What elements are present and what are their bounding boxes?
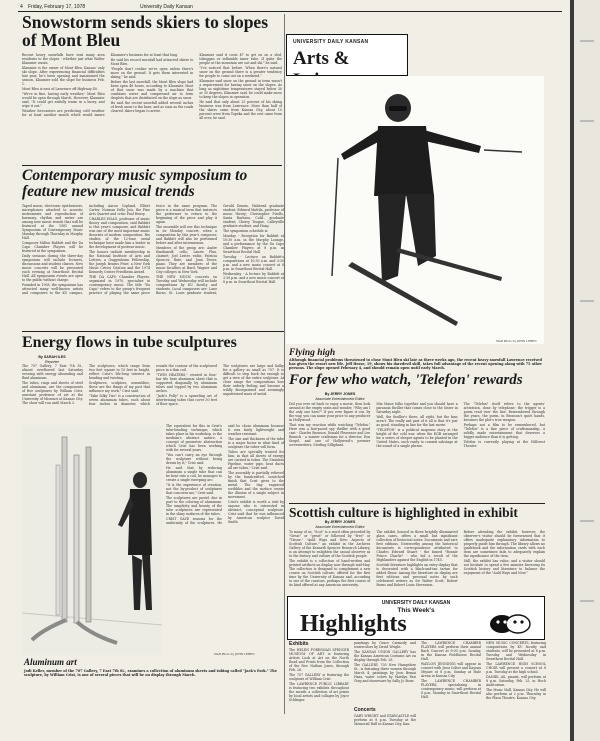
highlights-masthead <box>287 596 545 640</box>
body-paragraph: To many of us, "Scot" is a word often preceded by "Great" or "great" or followed by "free" or "Tissue." "Auld Ways and New: Aspects of Scottish Culture," an exhibit in the Archives Gallery of the Kenneth Spencer Research Library, is an attempt to enlighten the casual observer as to the history and culture of the Scottish people. <box>289 530 371 558</box>
body-paragraph: paintings by Grace Carmody and watercolors by David Wright. <box>354 641 416 649</box>
body-paragraph: "Take Silky Two" is a construction of seven aluminum tubes, each about four inches in diameter, which rounds the contour of the sculptured piece in a thin coil. <box>89 364 217 406</box>
body-paragraph: The LAWRENCE PUBLIC LIBRARY is featuring two exhibits throughout the month: a collection of art prints by local artists and collages by Joyce Schlinger. <box>289 682 349 702</box>
snow-headline: Snowstorm sends skiers to slopes of Mont Bleu <box>22 12 268 50</box>
body-paragraph: The assembly is partially relieved by the handcrafted, scratched finish that Crist gives to the metal. The tiny engraved scribbles and the surface create the illusion of a single subject in movement. <box>228 471 284 499</box>
energy-headline: Energy flows in tube sculptures <box>22 334 237 351</box>
body-paragraph: Tuesday - Lecture on Babbitt's compositions at 10:30 a.m. and 3:30 p.m. and a new music concert at 8 p.m. in Swarthout Recital Hall. <box>223 255 284 271</box>
body-paragraph: The 707 Gallery, 7 East 7th St., almost overflowed last Saturday evening with energy abounding and fluid aluminum. <box>22 364 83 380</box>
highlights-middle <box>354 641 416 706</box>
body-paragraph: THE DA CAPO Chamber Players, organized in 1970, specialize in contemporary music. The title "Da Capo" refers to the group's frequent practice of playing the same piece twice in the same program. The piece is a musical term that instructs the performer to return to the beginning of the piece and play it again. <box>89 204 217 295</box>
body-paragraph: Scottish literature highlights an entry display that is decorated with a black-and-tan tartan for added flavor. Among the literature on display are first editions and personal notes by such celebrated writers as Sir Walter Scott, Robert Burns and Robert Louis Stevenson. <box>376 563 458 587</box>
body-paragraph: Composer Milton Babbitt and the Da Capo Chamber Players will be featured at the symposium. <box>22 241 83 253</box>
body-paragraph: WAYLON JENNINGS will appear in concert with Jessi Colter and Kayona Miyaze at 8 p.m. Sunday at Hale Arena in Kansas City. <box>421 662 481 678</box>
page-date: Friday, February 17, 1978 <box>28 4 86 10</box>
body-paragraph: Before attending the exhibit, however, the observer's visitor should be forewarned that it offers inadequate explanatory information to properly guide him through. The library allows no guidebook and the information cards with each item are sometimes fails to adequately explain the significance of the item. <box>463 530 545 558</box>
body-paragraph: The sculptures, which range from two feet square to 10 feet in height, reflect Crist's life-long interest in bending and twisting. <box>89 364 150 380</box>
body-paragraph: The LAWRENCE HIGH SCHOOL CHOIR will present a concert at 8 p.m. Tuesday at the high school. <box>486 662 546 674</box>
body-paragraph: Did you ever sit back to enjoy a movie, then look around at the empty seats and wonder, "Why am I the only one here?" If you ever figure it out, by the way, you can name your price to any producer in Hollywood. <box>289 402 371 422</box>
body-paragraph: The "Telefon" itself refers to the agents' activation, done by telephone; the trigger is a poem read over the line. Remembered through the years, the poem, in Bronson's quiet hands, becomes the plot's true weapon. <box>463 402 545 422</box>
body-paragraph: The exhibit, housed in three brightly illuminated glass cases, offers a small but significant collection of historical notes. Documents and rare first editions. Noteworthy among the historical documents is correspondence attributed to Charles Edward Stuart - the famed "Bonnie Prince Charlie" - who led a revolt of the Highlanders against the English in 1745. <box>376 530 458 562</box>
body-paragraph: Mia Maise folks together and you should have a paranoia thriller that comes close to the Sister in Saturday night. <box>376 402 458 414</box>
body-paragraph: The ensemble will use this technique in its Monday concert, when a composition by this year's composer, and Babbitt will also be performed before and after intermission. <box>156 225 217 245</box>
energy-body <box>22 364 284 424</box>
body-paragraph: The KANSAS UNION GALLERY has the Kansas American Costume Art on display through Feb. 28. <box>354 650 416 662</box>
scottish-byline: By JERRY JONES <box>324 520 356 524</box>
body-paragraph: Sculptures, sculptors, assemblies; these are the things of my past that influence my work," Crist said. <box>89 381 150 393</box>
page-number: 4 <box>20 4 23 10</box>
body-paragraph: The 707 GALLERY is featuring the sculpture of William Crist. <box>289 673 349 681</box>
paper-name: University Daily Kansan <box>140 4 193 10</box>
body-paragraph: Telefon is currently playing at the Hillcrest Theater. <box>463 440 545 448</box>
body-paragraph: Founded in 1958, the symposium has attracted many well-known artists and composers to the KU campus, including Aaron Copland, Elliott Carter, Norman Dello Joio, the Fine Arts Quartet and critic Paul Henry. <box>22 204 150 295</box>
column-rule <box>284 14 285 714</box>
body-paragraph: The tubes, rings and sheets of steel and aluminum, are the components of five sculptures by William Crist, assistant professor of art at the University of Missouri at Kansas City. The show will run until March 3. <box>22 381 83 405</box>
body-paragraph: "People don't realize we're open unless there's snow on the ground. It gets them interested in skiing," he said. <box>110 67 194 79</box>
body-paragraph: He said that by reducing aluminum a single tube that can be bent into a coil, he manages to create a single sweeping arc. <box>166 466 222 482</box>
body-paragraph: Members of the group are: Andre Emelianoff, cello; Laurie Flax, clarinet; Joel Lester, violin; Patricia Spencer, flute; and Joan Tower, piano. They are members of the music faculties at Bard, Wagner and City colleges in New York. <box>156 246 217 274</box>
telefon-headline: For few who watch, 'Telefon' rewards <box>289 372 523 388</box>
body-paragraph: Before the last snowfall, the Mont Bleu slope had been open 48 hours, according to Klaumier. Most of that snow was made by a machine that combines water and compressed air to form droplets that are distributed on the slope as snow. <box>110 80 194 100</box>
flying-caption: Although financial problems threatened to close Mont Bleu ski late as three weeks ago, the recent heavy snowfall Lawrence received has given the resort new life. Jeff Hesse, 19, shows his daredevil skill, takes full advantage of the recent opening along with 75 other persons. The slope opened February 4, and should remain open until early March. <box>289 358 542 371</box>
body-paragraph: "You can't carry an eye through the sculpture without being drawn by it," Crist said. <box>166 453 222 465</box>
body-paragraph: Weather forecasters are predicting cold weather for at least another month which would insure Klaumier's business for at least that long. <box>22 53 179 117</box>
body-paragraph: The symposium schedule is: <box>223 229 269 233</box>
body-paragraph: Still, the exhibit has value, and a visitor should not hesitate to spend a few minutes browsing its Scottish history and literature to balance the enjoyment of the "Auld Ways and New." <box>463 559 545 575</box>
section-rule <box>22 165 282 166</box>
body-paragraph: The Music Hall, Kansas City. He will also perform at 2 p.m. Thursday in the Plaza Theatre, Kansas City. <box>486 688 546 700</box>
body-paragraph: Klaumier is the owner of Mont Bleu, Kansas' only ski slope. After experiencing financial difficulties last year, he's been opening and maintained the season, Klaumier sold the slope for business Feb. 1. <box>22 66 105 86</box>
theater-masks-icon <box>484 613 536 635</box>
adjacent-page-edge <box>574 0 600 741</box>
exhibits-heading: Exhibits <box>289 641 309 647</box>
body-paragraph: The GALLERY, 705 New Hampshire St., is featuring three women through March 4; paintings by Jeon Bemai Haas, water colors by Marilyn Fair Gieg and stoneware by Sally Jo Bone. <box>354 663 416 683</box>
body-paragraph: The exhibit is a collection of hand-written and printed artifacts on display now through mid-May. The collection is designed to complement a new course on Scottish culture, offered for the first time by the University of Kansas and, according to one of the curators, perhaps the first course of its kind offered at any American university. <box>289 559 371 587</box>
body-paragraph: GARY WRIGHT and STARCASTLE will perform at 8 p.m. Tuesday at the Memorial Hall in Kansas City, Kan. <box>354 714 416 726</box>
aluminum-caption-head: Aluminum art <box>24 657 77 667</box>
body-paragraph: "Jack's Folly" is a sprawling art of intertwining tubes that cover 30 feet of floor space. <box>156 394 217 406</box>
body-paragraph: Mont Bleu is east of Lawrence off Highway 40. <box>22 87 98 91</box>
body-paragraph: Klaumier said snow on the ground in town wasn't a requirement for having snow on the slopes. As long as nighttime temperatures stayed below 30 or 35 degrees, Klaumier said, he could make snow to keep the slopes in operation. <box>199 79 282 99</box>
section-rule <box>289 503 545 504</box>
scottish-byline-role: Associate Entertainment Editor <box>315 525 365 529</box>
highlights-concerts <box>354 714 416 734</box>
snow-body <box>22 53 282 165</box>
telefon-byline-role: Associate Entertainment Editor <box>315 397 365 401</box>
energy-body-continued <box>166 424 284 656</box>
body-paragraph: Crist's exhibit is worth a visit by anyone who is interested in abstract, conceptual sculpture. Crist said that he was influenced by American sculptor David Smith. <box>228 500 284 524</box>
body-paragraph: "We're in fine, having early weather," Mont Bleu would be open through March. However, Klaumier said, "It could get awfully warm in a hurry, and wipe it out." <box>22 92 105 108</box>
body-paragraph: Recent heavy snowfalls have sent many area residents to the slopes - whether just what Walter Klaumier wants. <box>22 53 105 65</box>
concerts-heading: Concerts <box>354 707 376 713</box>
body-paragraph: The equivalent for this in Crist's tube-bending technique, which takes place in his workshop, is the medium's abstract nature, a concept of geometric abstraction which Crist has been working with for several years. <box>166 424 222 452</box>
section-rule <box>22 331 284 332</box>
body-paragraph: The HELEN FORESMAN SPENCER MUSEUM OF ART is featuring Artists Look at Art on the North Road and Prints from the Collection of the Rev. Nathan Jones, through Feb. 26. <box>289 648 349 672</box>
body-paragraph: That was my reaction while watching "Telefon." Here was a fast-paced spy thriller with a good cast - Charles Bronson, Donald Pleasence and Lee Remick - a master craftsman for a director, Don Siegel, and one of Hollywood's premier screenwriters, Sterling Silliphant. <box>289 423 371 447</box>
body-paragraph: Daily sessions during the three-day symposium will include lectures, discussions and student classes. New music concerts will be presented each evening at Swarthout Recital Hall. All symposium events are open to the public without charge. <box>22 254 83 282</box>
energy-byline: By SARAH ILES <box>38 355 66 359</box>
music-body <box>22 204 284 329</box>
sculpture-photo <box>22 425 162 655</box>
aluminum-caption: Jodi Keller, member of the 707 Gallery, 7 East 7th St., examines a collection of aluminum sheets and tubing called "Jack's Fork." The sculpture, by William Crist, is one of several pieces that will be on display through March. <box>24 669 277 678</box>
body-paragraph: "I've noticed that before. When there's natural snow on the ground there is a greater tendency for people to come out on a weekend." <box>199 66 282 78</box>
body-paragraph: Perhaps not a film to be remembered, but "Telefon" is a fine piece of craftsmanship, a solidly made entertainment that deserves a bigger audience than it is getting. <box>463 423 545 439</box>
body-paragraph: CHARLES HOAG, professor of music theory and composition, said Babbitt is this year's composer, and Babbitt was one of the most important music theorists of modern composition. His studies of the 12-tone serial technique have made him a leader in the development of postwar music. <box>89 217 150 249</box>
skier-photo <box>286 76 544 344</box>
flying-caption-head: Flying high <box>289 348 336 358</box>
body-paragraph: The honors include membership in the National Institute of Arts and Letters, a Guggenheim Fellowship, the Joseph Bearns Prize, a New York Music Critics Citation and the 1974 Kennedy Center Friedheim Award. <box>89 250 150 274</box>
skier-photo-image <box>286 76 544 344</box>
telefon-byline: By JERRY JONES <box>324 392 356 396</box>
body-paragraph: The LAWRENCE CHAMBER PLAYERS will perform their annual Bach Concert at 8:00 p.m. Sunday, in the Kansas Fieldhouse Recital Hall. <box>421 641 481 661</box>
skier-photo-credit: Staff Photo by JOHN LEBEN <box>496 339 537 343</box>
scottish-headline: Scottish culture is highlighted in exhibit <box>289 505 518 520</box>
body-paragraph: The size and thickness of the tube is a major factor in what kind of sculpture the tubes will form. <box>228 437 284 449</box>
highlights-kicker: UNIVERSITY DAILY KANSAN <box>381 600 451 606</box>
sculpture-photo-image <box>22 425 162 655</box>
body-paragraph: He said that only about 25 percent of his skiing business was from Lawrence. More than half of the skiers came from Kansas City, about 10 percent were from Topeka and the rest came from all over, he said. <box>199 100 282 120</box>
telefon-body <box>289 402 545 502</box>
body-paragraph: "TELEFON" is a political suspense story at the height of the cold war, when the KGB arranged for a series of sleeper agents to be planted in the United States, each ready to commit sabotage at the sound of a single phrase. <box>376 428 458 448</box>
highlights-exhibits <box>289 648 349 733</box>
body-paragraph: Taped music, electronic synthesizers, microphones attached to acoustic instruments and reproduction of harmony, rhythm and meter are among new music trends that will be featured at the 1981 annual Symposium of Contemporary Music Monday through Thursday in Murphy Hall. <box>22 204 83 240</box>
body-paragraph: Well, the thriller's there, all right, but the fans aren't. The really sad part of it all is that it's just as good, standing in line for the last movie. <box>376 415 458 427</box>
body-paragraph: THE NEW MUSIC concerts on Tuesday and Wednesday will include compositions by KU faculty and students. Local composers are: Lane Burns, St. Louis graduate student; Gerald Dennis, Halstead graduate student; Edward Mattila, professor of music theory; Christopher Pirollo, Santa Barbara, Calif., graduate student; Cherry Teague, Calleyville graduate student; and Hoag. <box>156 204 284 295</box>
body-paragraph: Klaumier said it costs $7 to get on on a sled, toboggan or inflatable inner tube. If quite the people at the mountain are out and ski," he said. <box>199 53 282 65</box>
highlights-title: Highlights <box>300 611 407 637</box>
body-paragraph: He said the recent snowfall added several inches of fresh snow to the base, and as soon as the roads cleared, skiers began to arrive. <box>110 101 194 113</box>
arts-title: Arts & <box>293 48 350 69</box>
energy-byline-role: Reporter <box>45 359 59 364</box>
aluminum-photo-credit: Staff Photo by JOHN LEBEN <box>214 652 255 656</box>
body-paragraph: CRIST GAVE reasons for the uniformity of the sculptures. He said he chose aluminum because it was fairly lightweight and weather resistant. <box>166 424 284 525</box>
body-paragraph: He said his record snowfall had attracted skiers to Mont Bleu. <box>110 58 194 66</box>
body-paragraph: "It is the experience of creation, not the by-product of sculptures that concerns me," Crist said. <box>166 483 222 495</box>
music-headline: Contemporary music symposium to feature new musical trends <box>22 167 248 200</box>
body-paragraph: "TWIN HEATERS," created in four-bar tile heat aluminum sheet that is supported diagonally by aluminum tubes and topped by two aluminum arches. <box>156 373 217 393</box>
body-paragraph: Wednesday - A lecture by Babbitt at 3:30 p.m. and a new music concert at 8 p.m. in Swarthout Recital Hall. <box>223 272 284 284</box>
arts-masthead <box>286 34 408 76</box>
body-paragraph: The sculptures are large and bulky for a gallery as small as 707. It is difficult to step back far enough to get a view of the entire sculpture. At close range the compositions lose their orderly feeling and become a wildly disorganized and seemingly unpatterned mass of metal. <box>223 364 284 396</box>
body-paragraph: The LAWRENCE CHAMBER PLAYERS, specializing in contemporary music, will perform at 8 p.m. Monday in Swarthout Recital Hall. <box>421 679 481 699</box>
scottish-body <box>289 530 545 594</box>
body-paragraph: Monday - Reception for Babbitt at 10:30 a.m. in the Murphy Lounge, and a performance by the Da Capo Chamber Players at 8 p.m. in Swarthout Recital Hall. <box>223 234 284 254</box>
body-paragraph: Tubes are specially treated for him, in that all sheets of energy are carried in tubes. The Stainless Pipeline, water pipe, heat ducts all are tubes," Crist said. <box>228 450 284 470</box>
arts-kicker: UNIVERSITY DAILY KANSAN <box>293 39 369 45</box>
body-paragraph: DANIEL AX, pianist, will perform at 8 p.m. Saturday, Feb. 25, in Hoch Auditorium. <box>486 675 546 687</box>
body-paragraph: NEW MUSIC CONCERTS, featuring compositions by KU faculty and students, will be presented at 8 p.m. Tuesday and Wednesday in Swarthout Recital Hall. <box>486 641 546 661</box>
highlights-far-right <box>486 641 546 733</box>
highlights-right <box>421 641 481 733</box>
body-paragraph: The sculptures are pastel, due in part to the coloring of aluminum. The simplicity and beauty of the tube sculptures are represented in the shiny surfaces of the tubes. <box>166 496 222 516</box>
highlights-subtitle: This Week's <box>397 607 435 614</box>
